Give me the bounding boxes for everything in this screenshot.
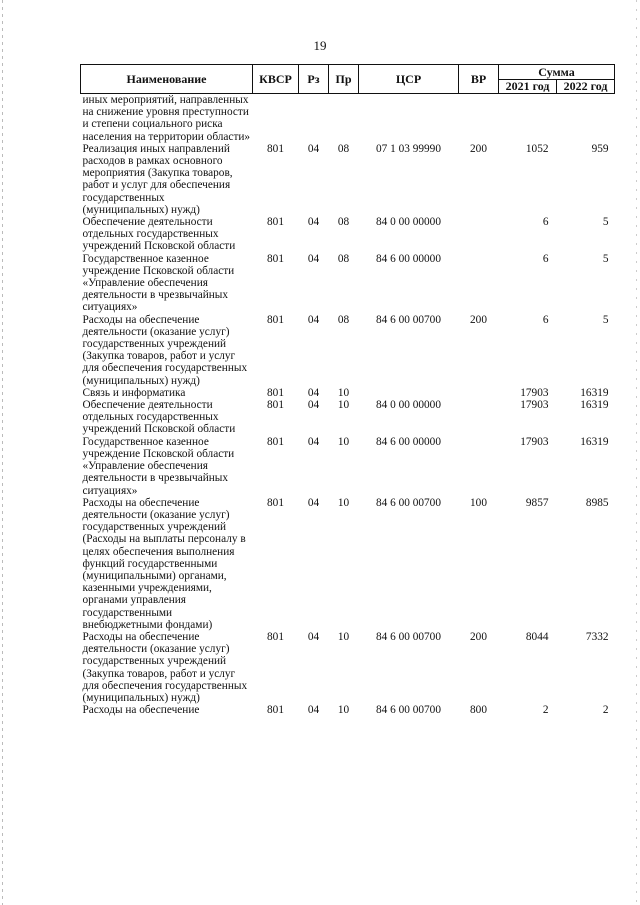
header-2021: 2021 год [499,80,557,94]
row-sum-2022: 5 [602,216,609,229]
row-sum-2022: 2 [602,704,609,717]
row-sum-2022: 16319 [580,399,609,412]
row-rz: 04 [307,386,320,399]
table-row [81,143,615,216]
row-pr: 08 [337,142,350,155]
row-name: Расходы на обеспечение [82,704,200,717]
row-name: Обеспечение деятельности отдельных государственных учреждений Псковской области [82,399,236,436]
row-sum-2021: 1052 [525,142,549,155]
row-kvsr: 801 [267,399,284,412]
row-vr [459,253,499,314]
row-sum-2022: 5 [602,313,609,326]
row-rz: 04 [307,435,320,448]
row-rz: 04 [307,630,320,643]
table-row [81,399,615,436]
row-name: Расходы на обеспечение деятельности (оказание услуг) государственных учреждений (Расходы на выплаты персоналу в целях обеспечения выполнения функций государственными (муниципальными) органами, казенными учреждениями, органами управления государственными внебюджетными фондами) [82,496,246,631]
header-pr: Пр [329,65,359,94]
table-row [81,704,615,716]
row-kvsr: 801 [267,630,284,643]
row-kvsr [253,94,299,143]
row-rz: 04 [307,399,320,412]
row-pr: 10 [337,435,350,448]
row-pr: 10 [337,630,350,643]
table-row [81,631,615,704]
table-row [81,216,615,253]
row-csr [359,387,459,399]
row-vr: 200 [470,630,487,643]
row-pr: 08 [337,252,350,265]
row-rz: 04 [307,704,320,717]
row-kvsr: 801 [267,704,284,717]
row-csr: 84 6 00 00700 [376,704,441,717]
row-sum-2021: 17903 [520,399,549,412]
row-name: Государственное казенное учреждение Псковской области «Управление обеспечения деятельности в чрезвычайных ситуациях» [82,435,235,497]
row-vr [459,436,499,497]
row-vr [459,216,499,253]
row-kvsr: 801 [267,435,284,448]
header-rz: Рз [299,65,329,94]
row-sum-2022: 5 [602,252,609,265]
table-row [81,436,615,497]
row-sum-2021: 17903 [520,435,549,448]
row-pr: 08 [337,313,350,326]
row-pr: 10 [337,704,350,717]
row-kvsr: 801 [267,496,284,509]
scan-edge-left [2,0,3,905]
row-name: Реализация иных направлений расходов в рамках основного мероприятия (Закупка товаров, работ и услуг для обеспечения государственных (муниципальных) нужд) [82,142,233,216]
row-vr: 100 [470,496,487,509]
row-sum-2021: 17903 [520,386,549,399]
table-row [81,314,615,387]
row-kvsr: 801 [267,216,284,229]
row-sum-2021: 6 [542,252,549,265]
row-sum-2021: 8044 [525,630,549,643]
row-name: Связь и информатика [82,386,186,399]
header-csr: ЦСР [359,65,459,94]
row-kvsr: 801 [267,313,284,326]
table-row [81,94,615,143]
row-sum-2022: 7332 [585,630,609,643]
row-pr: 10 [337,496,350,509]
row-vr: 200 [470,313,487,326]
row-csr: 84 6 00 00000 [376,252,441,265]
row-sum-2021: 2 [542,704,549,717]
row-rz: 04 [307,142,320,155]
budget-table-container [80,64,614,716]
header-sum: Сумма [499,65,615,80]
row-sum-2022: 8985 [585,496,609,509]
row-sum-2021: 6 [542,216,549,229]
row-sum-2022: 16319 [580,386,609,399]
row-vr [459,94,499,143]
row-csr: 84 6 00 00700 [376,313,441,326]
row-name: Расходы на обеспечение деятельности (оказание услуг) государственных учреждений (Закупка товаров, работ и услуг для обеспечения государственных (муниципальных) нужд) [82,630,248,704]
row-vr [459,399,499,436]
row-kvsr: 801 [267,252,284,265]
row-sum-2021 [499,94,557,143]
row-sum-2021: 6 [542,313,549,326]
header-kvsr: КВСР [253,65,299,94]
table-body [81,94,615,717]
row-sum-2022: 959 [591,142,609,155]
row-kvsr: 801 [267,142,284,155]
row-csr: 84 0 00 00000 [376,216,441,229]
row-name: иных мероприятий, направленных на снижение уровня преступности и степени социального риска населения на территории области» [82,94,251,143]
header-vr: ВР [459,65,499,94]
row-pr: 08 [337,216,350,229]
table-row [81,253,615,314]
row-sum-2022: 16319 [580,435,609,448]
scan-edge-right [636,0,637,905]
row-kvsr: 801 [267,386,284,399]
header-2022: 2022 год [557,80,615,94]
row-csr: 84 6 00 00000 [376,435,441,448]
header-name: Наименование [81,65,253,94]
row-csr: 84 0 00 00000 [376,399,441,412]
row-rz [299,94,329,143]
table-header [81,65,615,94]
row-name: Расходы на обеспечение деятельности (оказание услуг) государственных учреждений (Закупка товаров, работ и услуг для обеспечения государственных (муниципальных) нужд) [82,313,248,387]
row-csr: 07 1 03 99990 [376,142,441,155]
page-number: 19 [313,38,327,53]
row-pr: 10 [337,399,350,412]
row-rz: 04 [307,496,320,509]
row-pr: 10 [337,386,350,399]
row-csr [359,94,459,143]
row-pr [329,94,359,143]
row-name: Обеспечение деятельности отдельных государственных учреждений Псковской области [82,216,236,253]
row-vr [459,387,499,399]
row-sum-2021: 9857 [525,496,549,509]
row-vr: 800 [470,704,487,717]
row-vr: 200 [470,142,487,155]
row-csr: 84 6 00 00700 [376,496,441,509]
row-rz: 04 [307,313,320,326]
row-name: Государственное казенное учреждение Псковской области «Управление обеспечения деятельности в чрезвычайных ситуациях» [82,252,235,314]
budget-table [80,64,615,716]
table-row [81,387,615,399]
row-sum-2022 [557,94,615,143]
row-rz: 04 [307,252,320,265]
table-row [81,497,615,631]
row-rz: 04 [307,216,320,229]
row-csr: 84 6 00 00700 [376,630,441,643]
